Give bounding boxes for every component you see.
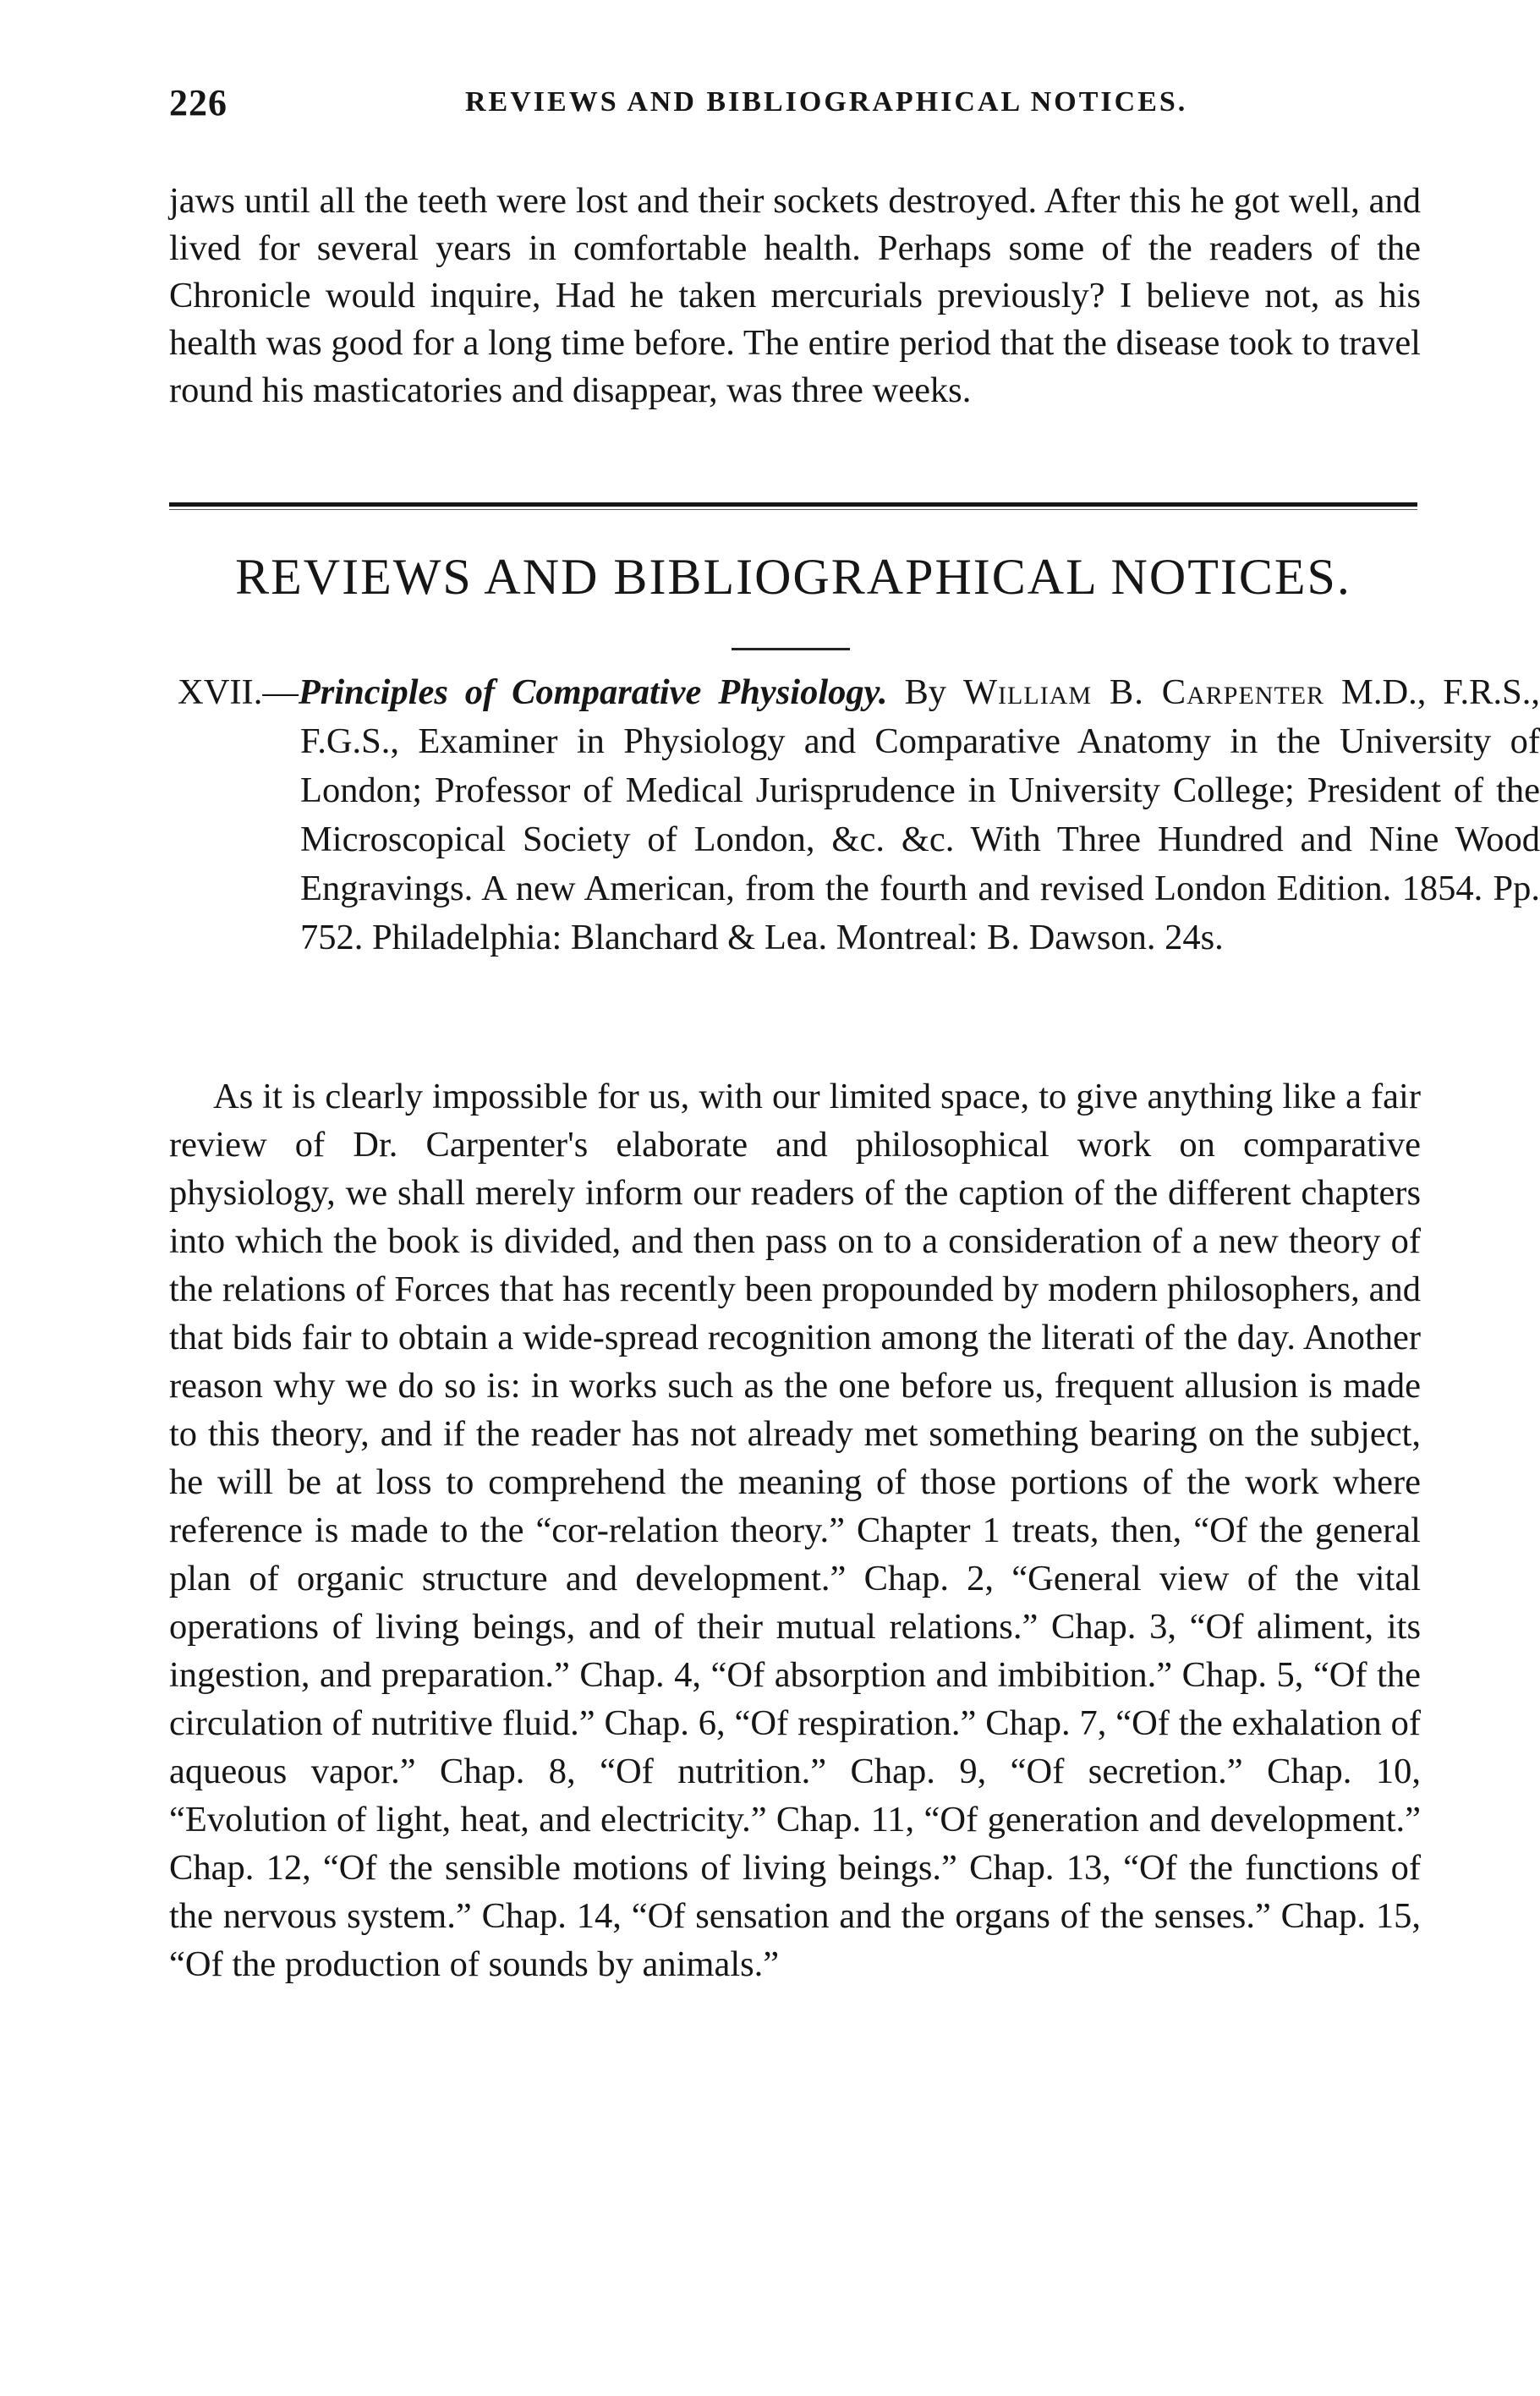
- section-divider-rule-thin: [169, 509, 1417, 510]
- page-number: 226: [169, 82, 227, 123]
- previous-article-paragraph: jaws until all the teeth were lost and their sockets destroyed. After this he got well, and lived for several years in comfortable health. Perhaps some of the readers of the Chronicle would inquire, Had he taken mercurials previously? I believe not, as his health was good for a long time before. The entire period that the disease took to travel round his masticatories and disappear, was three weeks.: [169, 181, 1421, 410]
- by-word: By: [904, 672, 947, 712]
- section-divider-rule: [169, 502, 1417, 507]
- entry-number: XVII.—: [178, 672, 299, 712]
- book-title: Principles of Comparative Physiology.: [298, 672, 888, 712]
- title-underline: [732, 648, 850, 650]
- review-body-paragraph: As it is clearly impossible for us, with our limited space, to give anything like a fair review of Dr. Carpenter's elaborate and philosophical work on comparative physiology, we shall merely inform our readers of the caption of the different chapters into which the book is divided, and then pass on to a consideration of a new theory of the relations of Forces that has recently been propounded by modern philosophers, and that bids fair to obtain a wide-spread recognition among the literati of the day. Another reason why we do so is: in works such as the one before us, frequent allusion is made to this theory, and if the reader has not already met something bearing on the subject, he will be at loss to comprehend the meaning of those portions of the work where reference is made to the “cor-relation theory.” Chapter 1 treats, then, “Of the general plan of organic structure and development.” Chap. 2, “General view of the vital operations of living beings, and of their mutual relations.” Chap. 3, “Of aliment, its ingestion, and preparation.” Chap. 4, “Of absorption and imbibition.” Chap. 5, “Of the circulation of nutritive fluid.” Chap. 6, “Of respiration.” Chap. 7, “Of the exhalation of aqueous vapor.” Chap. 8, “Of nutrition.” Chap. 9, “Of secretion.” Chap. 10, “Evolution of light, heat, and electricity.” Chap. 11, “Of generation and development.” Chap. 12, “Of the sensible motions of living beings.” Chap. 13, “Of the functions of the nervous system.” Chap. 14, “Of sensation and the organs of the senses.” Chap. 15, “Of the production of sounds by animals.”: [169, 1077, 1421, 1984]
- review-entry-heading: [178, 668, 1540, 962]
- section-title: REVIEWS AND BIBLIOGRAPHICAL NOTICES.: [235, 549, 1351, 605]
- running-head: [169, 81, 1404, 132]
- entry-details: M.D., F.R.S., F.G.S., Examiner in Physiology and Comparative Anatomy in the University of London; Professor of Medical Jurisprudence in University College; President of the Microscopical Society of London, &c. &c. With Three Hundred and Nine Wood Engravings. A new American, from the fourth and revised London Edition. 1854. Pp. 752. Philadelphia: Blanchard & Lea. Montreal: B. Dawson. 24s.: [300, 672, 1540, 957]
- running-title: REVIEWS AND BIBLIOGRAPHICAL NOTICES.: [465, 86, 1188, 118]
- author-name: William B. Carpenter: [962, 672, 1325, 712]
